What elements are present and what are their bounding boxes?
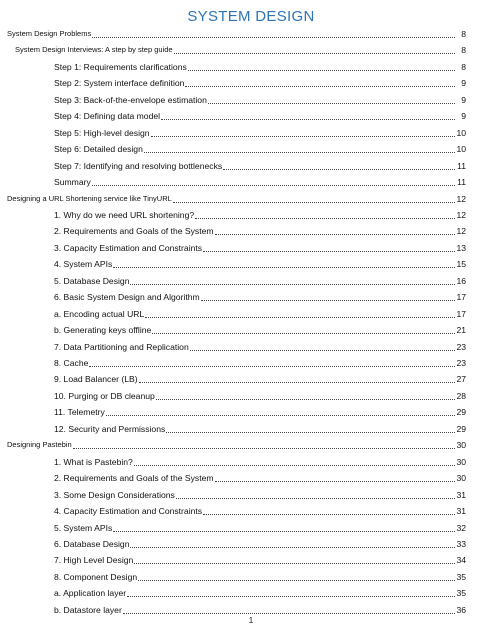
page-number: 1 [248,616,254,625]
dot-leader [123,612,455,614]
toc-entry-page: 8 [461,45,466,56]
toc-entry-label: 2. Requirements and Goals of the System [54,226,214,237]
toc-entry[interactable] [54,538,466,550]
toc-entry[interactable] [54,456,466,468]
toc-entry[interactable] [54,472,466,484]
toc-entry-page: 8 [461,29,466,39]
toc-entry-label: 7. Data Partitioning and Replication [54,341,189,352]
toc-entry[interactable] [54,143,466,155]
toc-entry[interactable] [54,406,466,418]
toc-entry-label: 4. System APIs [54,259,113,270]
toc-entry-label: 10. Purging or DB cleanup [54,390,155,401]
dot-leader [152,332,455,334]
toc-entry[interactable] [54,225,466,237]
dot-leader [173,201,455,203]
toc-entry-page: 23 [456,358,466,368]
toc-entry-page: 34 [456,555,466,566]
toc-entry-page: 12 [456,209,466,220]
toc-entry[interactable] [54,324,466,336]
dot-leader [127,595,455,597]
toc-entry[interactable] [7,439,466,451]
toc-entry-label: a. Encoding actual URL [54,308,145,319]
dot-leader [130,546,455,548]
toc-entry-label: 7. High Level Design [54,555,134,566]
dot-leader [176,497,455,499]
toc-entry-label: 1. What is Pastebin? [54,456,133,467]
toc-entry-page: 35 [456,588,466,599]
toc-entry-label: 6. Database Design [54,538,130,549]
dot-leader [92,36,455,38]
toc-entry-label: Step 7: Identifying and resolving bottlenecks [54,160,223,171]
toc-entry[interactable] [54,522,466,534]
dot-leader [130,283,455,285]
dot-leader [89,365,455,367]
toc-entry-label: 2. Requirements and Goals of the System [54,473,214,484]
dot-leader [113,530,455,532]
toc-entry-page: 12 [456,193,466,204]
dot-leader [106,414,455,416]
toc-entry-page: 31 [456,489,466,500]
toc-entry-label: b. Generating keys offline [54,325,152,336]
dot-leader [73,447,455,449]
toc-entry-page: 9 [461,78,466,89]
dot-leader [190,349,455,351]
dot-leader [185,85,455,87]
dot-leader [113,266,455,268]
toc-entry-label: Summary [54,177,91,188]
toc-entry-page: 27 [456,374,466,385]
toc-entry[interactable] [54,390,466,402]
toc-entry[interactable] [7,28,466,40]
dot-leader [144,151,455,153]
dot-leader [223,168,455,170]
toc-entry-label: Step 3: Back-of-the-envelope estimation [54,94,207,105]
toc-entry[interactable] [54,77,466,89]
toc-entry-page: 11 [457,177,466,188]
toc-entry-label: Step 5: High-level design [54,127,150,138]
dot-leader [203,250,455,252]
dot-leader [201,299,455,301]
toc-entry-label: Designing a URL Shortening service like TinyURL [7,193,172,203]
dot-leader [188,69,455,71]
toc-entry[interactable] [54,176,466,188]
toc-entry[interactable] [54,604,466,616]
toc-entry-page: 8 [461,61,466,72]
toc-entry[interactable] [54,571,466,583]
toc-entry-page: 10 [456,127,466,138]
toc-entry[interactable] [54,94,466,106]
toc-entry-page: 29 [456,423,466,434]
toc-entry[interactable] [54,258,466,270]
toc-entry-label: 6. Basic System Design and Algorithm [54,292,200,303]
toc-entry[interactable] [54,489,466,501]
toc-entry-label: 8. Component Design [54,571,138,582]
toc-entry[interactable] [54,357,466,369]
toc-entry-label: 5. Database Design [54,275,130,286]
dot-leader [92,184,455,186]
toc-entry-page: 33 [456,538,466,549]
toc-entry-label: 9. Load Balancer (LB) [54,374,138,385]
toc-entry-page: 16 [456,275,466,286]
toc-entry-label: Step 2: System interface definition [54,78,185,89]
dot-leader [161,118,455,120]
toc-entry-page: 9 [461,111,466,122]
toc-entry[interactable] [54,242,466,254]
toc-entry[interactable] [54,308,466,320]
toc-entry-label: 11. Telemetry [54,407,105,418]
toc-entry-label: 3. Some Design Considerations [54,489,175,500]
toc-entry-page: 28 [456,390,466,401]
toc-entry[interactable] [54,110,466,122]
dot-leader [195,217,455,219]
toc-entry-label: 3. Capacity Estimation and Constraints [54,242,203,253]
toc-entry-label: 1. Why do we need URL shortening? [54,209,195,220]
dot-leader [174,52,455,54]
toc-entry[interactable] [54,291,466,303]
toc-entry[interactable] [54,127,466,139]
toc-entry-page: 21 [456,325,466,336]
toc-entry-label: Designing Pastebin [7,440,72,450]
toc-entry-label: Step 6: Detailed design [54,144,143,155]
toc-entry-page: 29 [456,407,466,418]
toc-entry-page: 32 [456,522,466,533]
toc-entry[interactable] [15,44,466,56]
toc-entry[interactable] [54,423,466,435]
toc-entry[interactable] [54,373,466,385]
toc-entry[interactable] [54,505,466,517]
dot-leader [203,513,455,515]
toc-entry[interactable] [54,160,466,172]
toc-entry-page: 13 [456,242,466,253]
toc-entry-label: Step 1: Requirements clarifications [54,61,187,72]
toc-entry-page: 30 [456,440,466,451]
toc-entry[interactable] [54,61,466,73]
dot-leader [156,398,455,400]
toc-entry-page: 17 [456,308,466,319]
dot-leader [139,381,455,383]
toc-entry-page: 23 [456,341,466,352]
toc-entry-page: 36 [456,604,466,615]
toc-entry-page: 30 [456,456,466,467]
toc-entry-page: 31 [456,506,466,517]
toc-entry-page: 30 [456,473,466,484]
toc-entry-label: 4. Capacity Estimation and Constraints [54,506,203,517]
toc-entry-label: b. Datastore layer [54,604,122,615]
document-title: SYSTEM DESIGN [187,8,315,25]
toc-entry[interactable] [54,209,466,221]
toc-entry[interactable] [54,275,466,287]
dot-leader [151,135,455,137]
toc-entry[interactable] [54,587,466,599]
dot-leader [166,431,455,433]
toc-entry[interactable] [54,554,466,566]
toc-entry-label: Step 4: Defining data model [54,111,161,122]
dot-leader [215,480,455,482]
toc-entry[interactable] [54,341,466,353]
toc-entry-label: a. Application layer [54,588,127,599]
dot-leader [145,316,455,318]
toc-entry-page: 11 [457,160,466,171]
toc-entry-label: System Design Interviews: A step by step guide [15,45,173,55]
dot-leader [215,233,455,235]
toc-entry-label: 5. System APIs [54,522,113,533]
toc-entry-label: 12. Security and Permissions [54,423,166,434]
toc-entry-label: 8. Cache [54,358,89,368]
dot-leader [134,464,455,466]
toc-entry-page: 9 [461,94,466,105]
toc-entry-page: 17 [456,292,466,303]
dot-leader [208,102,455,104]
toc-entry[interactable] [7,193,466,205]
toc-entry-page: 35 [456,571,466,582]
dot-leader [134,562,455,564]
toc-entry-page: 10 [456,144,466,155]
dot-leader [138,579,455,581]
toc-entry-label: System Design Problems [7,29,92,38]
toc-entry-page: 15 [456,259,466,270]
toc-entry-page: 12 [456,226,466,237]
